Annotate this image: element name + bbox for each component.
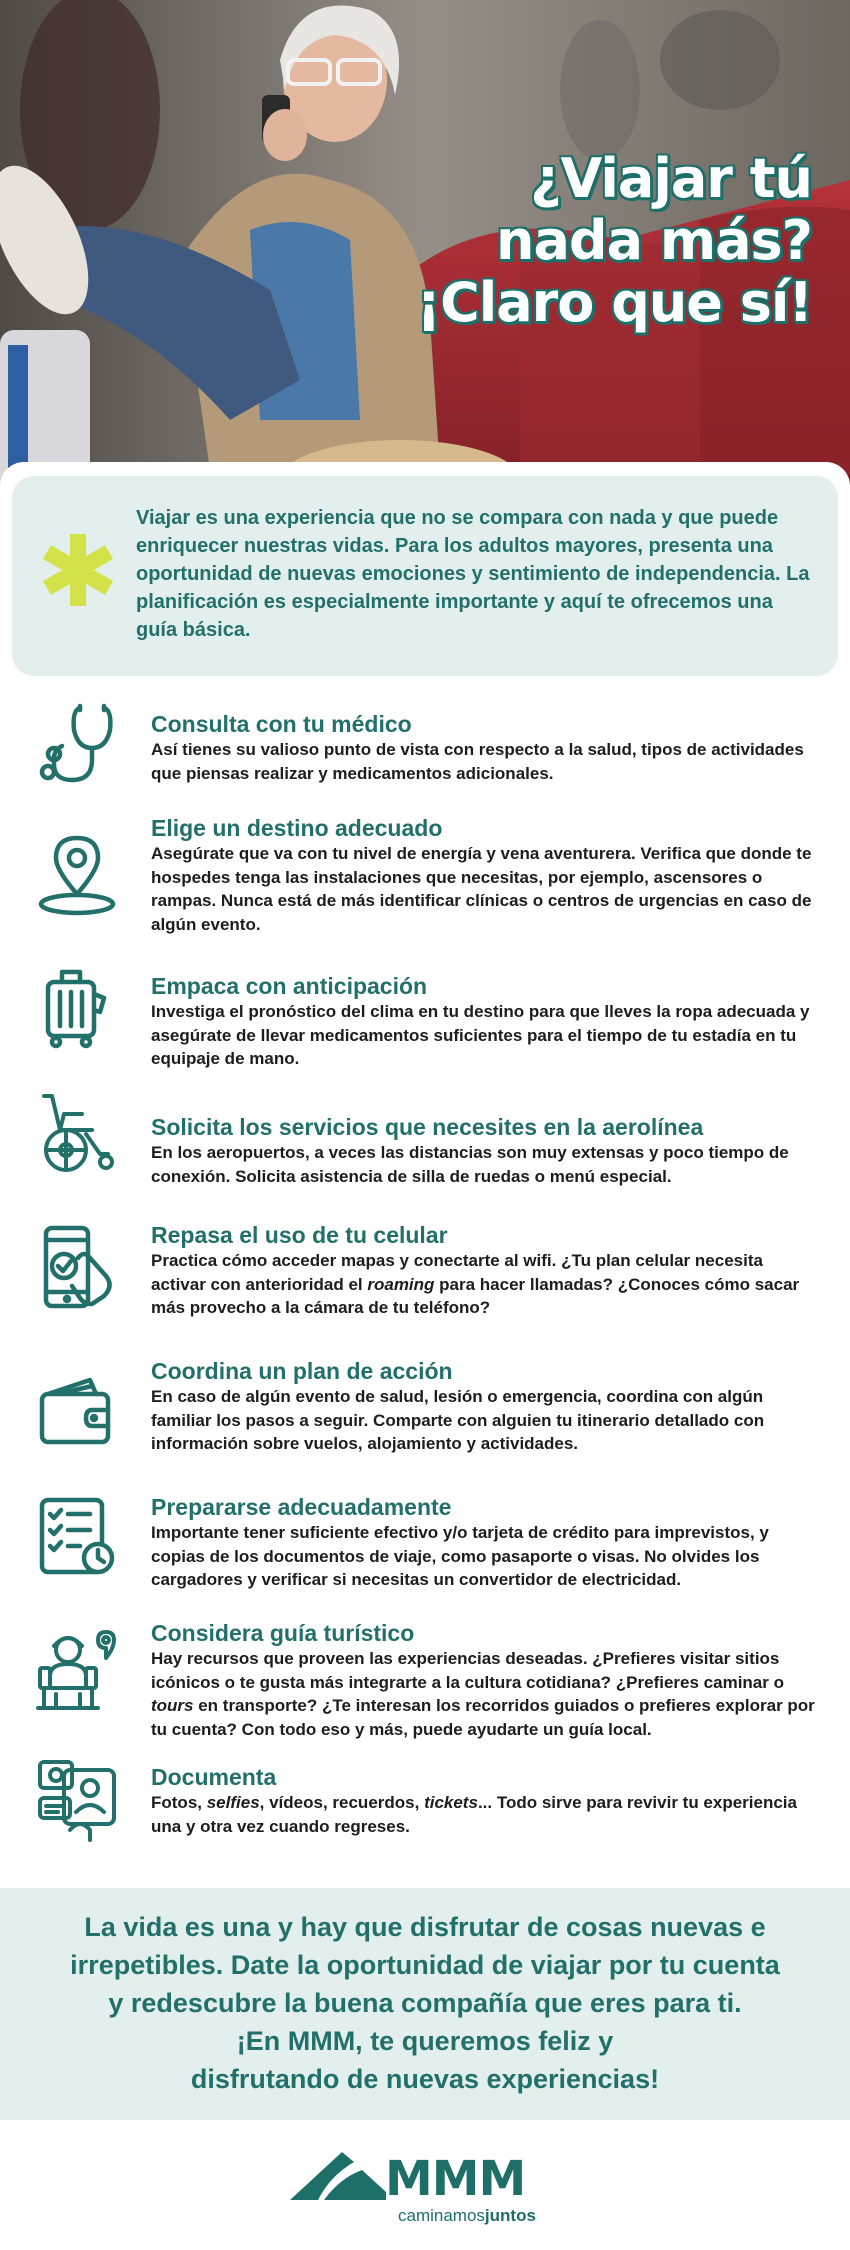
intro-text: Viajar es una experiencia que no se compara con nada y que puede enriquecer nuestras vidas. Para los adultos mayores, presenta una oportunidad de nuevas emociones y sentimiento de independencia. La planificación es especialmente importante y aquí te ofrecemos una guía básica. [136,507,810,641]
tip-body-text: para hacer llamadas? ¿Conoces cómo sacar más provecho a la cámara de tu teléfono? [151,1274,800,1317]
tip-body [151,1249,821,1320]
wheelchair-icon [34,1090,120,1176]
tip-title: Consulta con tu médico [151,711,412,737]
photo-share-icon [34,1756,120,1842]
tip-body: Investiga el pronóstico del clima en tu destino para que lleves la ropa adecuada y asegúrate de llevar medicamentos suficientes para el tiempo de tu estadía en tu equipaje de mano. [151,1002,810,1068]
mmm-logo [290,2150,570,2230]
tip-title: Considera guía turístico [151,1620,415,1646]
tip-body: En los aeropuertos, a veces las distancias son muy extensas y poco tiempo de conexión. Solicita asistencia de silla de ruedas o menú especial. [151,1143,789,1186]
tip-body-emphasis: selfies [206,1793,260,1812]
hero-title [342,148,812,334]
mountain-icon [290,2150,400,2202]
tip-title: Coordina un plan de acción [151,1358,453,1384]
closing-line: La vida es una y hay que disfrutar de cosas nuevas e [84,1912,766,1942]
logo-tagline-b: juntos [484,2206,536,2225]
hero-title-line: ¿Viajar tú [530,147,812,210]
tip-title: Prepararse adecuadamente [151,1494,452,1520]
closing-line: disfrutando de nuevas experiencias! [190,2064,660,2094]
tip-body: En caso de algún evento de salud, lesión o emergencia, coordina con algún familiar los pasos a seguir. Comparte con alguien tu itinerario detallado con información sobre vuelos, alojamiento y actividades. [151,1387,765,1453]
tip-body: Así tienes su valioso punto de vista con respecto a la salud, tipos de actividades que piensas realizar y medicamentos adicionales. [151,740,804,783]
hero-title-line: ¡Claro que sí! [416,271,812,334]
tip-body-emphasis: tickets [424,1793,478,1812]
asterisk-icon [38,530,118,610]
wallet-icon [34,1366,120,1452]
tip-body: Importante tener suficiente efectivo y/o tarjeta de crédito para imprevistos, y copias de los documentos de viaje, como pasaporte o visas. No olvides los cargadores y verificar si necesitas un convertidor de electricidad. [151,1523,769,1589]
tip-body-text: ... Todo sirve para revivir tu experiencia una y otra vez cuando regreses. [151,1793,797,1836]
tip-title: Elige un destino adecuado [151,815,443,841]
tip-body-emphasis: tours [151,1696,194,1715]
logo-tagline-a: caminamos [398,2206,485,2225]
tip-body-text: Fotos, [151,1793,207,1812]
tip-body-text: Hay recursos que proveen las experiencias deseadas. ¿Prefieres visitar sitios icónicos o te gusta más integrarte a la cultura cotidiana? ¿Prefieres caminar o [151,1649,784,1692]
smartphone-icon [34,1224,120,1310]
tip-body-emphasis: roaming [367,1274,435,1294]
tip-body [151,1791,821,1838]
tip-body: Asegúrate que va con tu nivel de energía y vena aventurera. Verifica que donde te hospedes tenga las instalaciones que necesitas, por ejemplo, ascensores o rampas. Nunca está de más identificar clínicas o centros de urgencias en caso de algún evento. [151,844,812,934]
tip-body [151,1647,821,1741]
suitcase-icon [34,964,120,1050]
tip-title: Repasa el uso de tu celular [151,1222,448,1248]
tip-title: Documenta [151,1764,277,1790]
tip-body-text: , vídeos, recuerdos, [259,1793,425,1812]
tip-title: Solicita los servicios que necesites en la aerolínea [151,1114,704,1140]
tip-body-text: en transporte? ¿Te interesan los recorridos guiados o prefieres explorar por tu cuenta? Con todo eso y más, puede ayudarte un guía local. [151,1696,815,1739]
closing-message [20,1908,830,2098]
logo-wordmark: MMM [385,2151,526,2207]
checklist-icon [34,1494,120,1580]
tip-body-text: Practica cómo acceder mapas y conectarte al wifi. ¿Tu plan celular necesita activar con anterioridad el [151,1251,763,1294]
stethoscope-icon [34,700,120,786]
tour-guide-icon [34,1628,120,1714]
hero-banner [0,0,850,520]
tip-title: Empaca con anticipación [151,973,428,999]
logo-tagline [398,2206,536,2226]
closing-line: y redescubre la buena compañía que eres para ti. [108,1988,742,2018]
location-pin-icon [34,832,120,918]
closing-line: irrepetibles. Date la oportunidad de viajar por tu cuenta [70,1950,780,1980]
hero-title-line: nada más? [496,209,812,272]
closing-line: ¡En MMM, te queremos feliz y [236,2026,614,2056]
